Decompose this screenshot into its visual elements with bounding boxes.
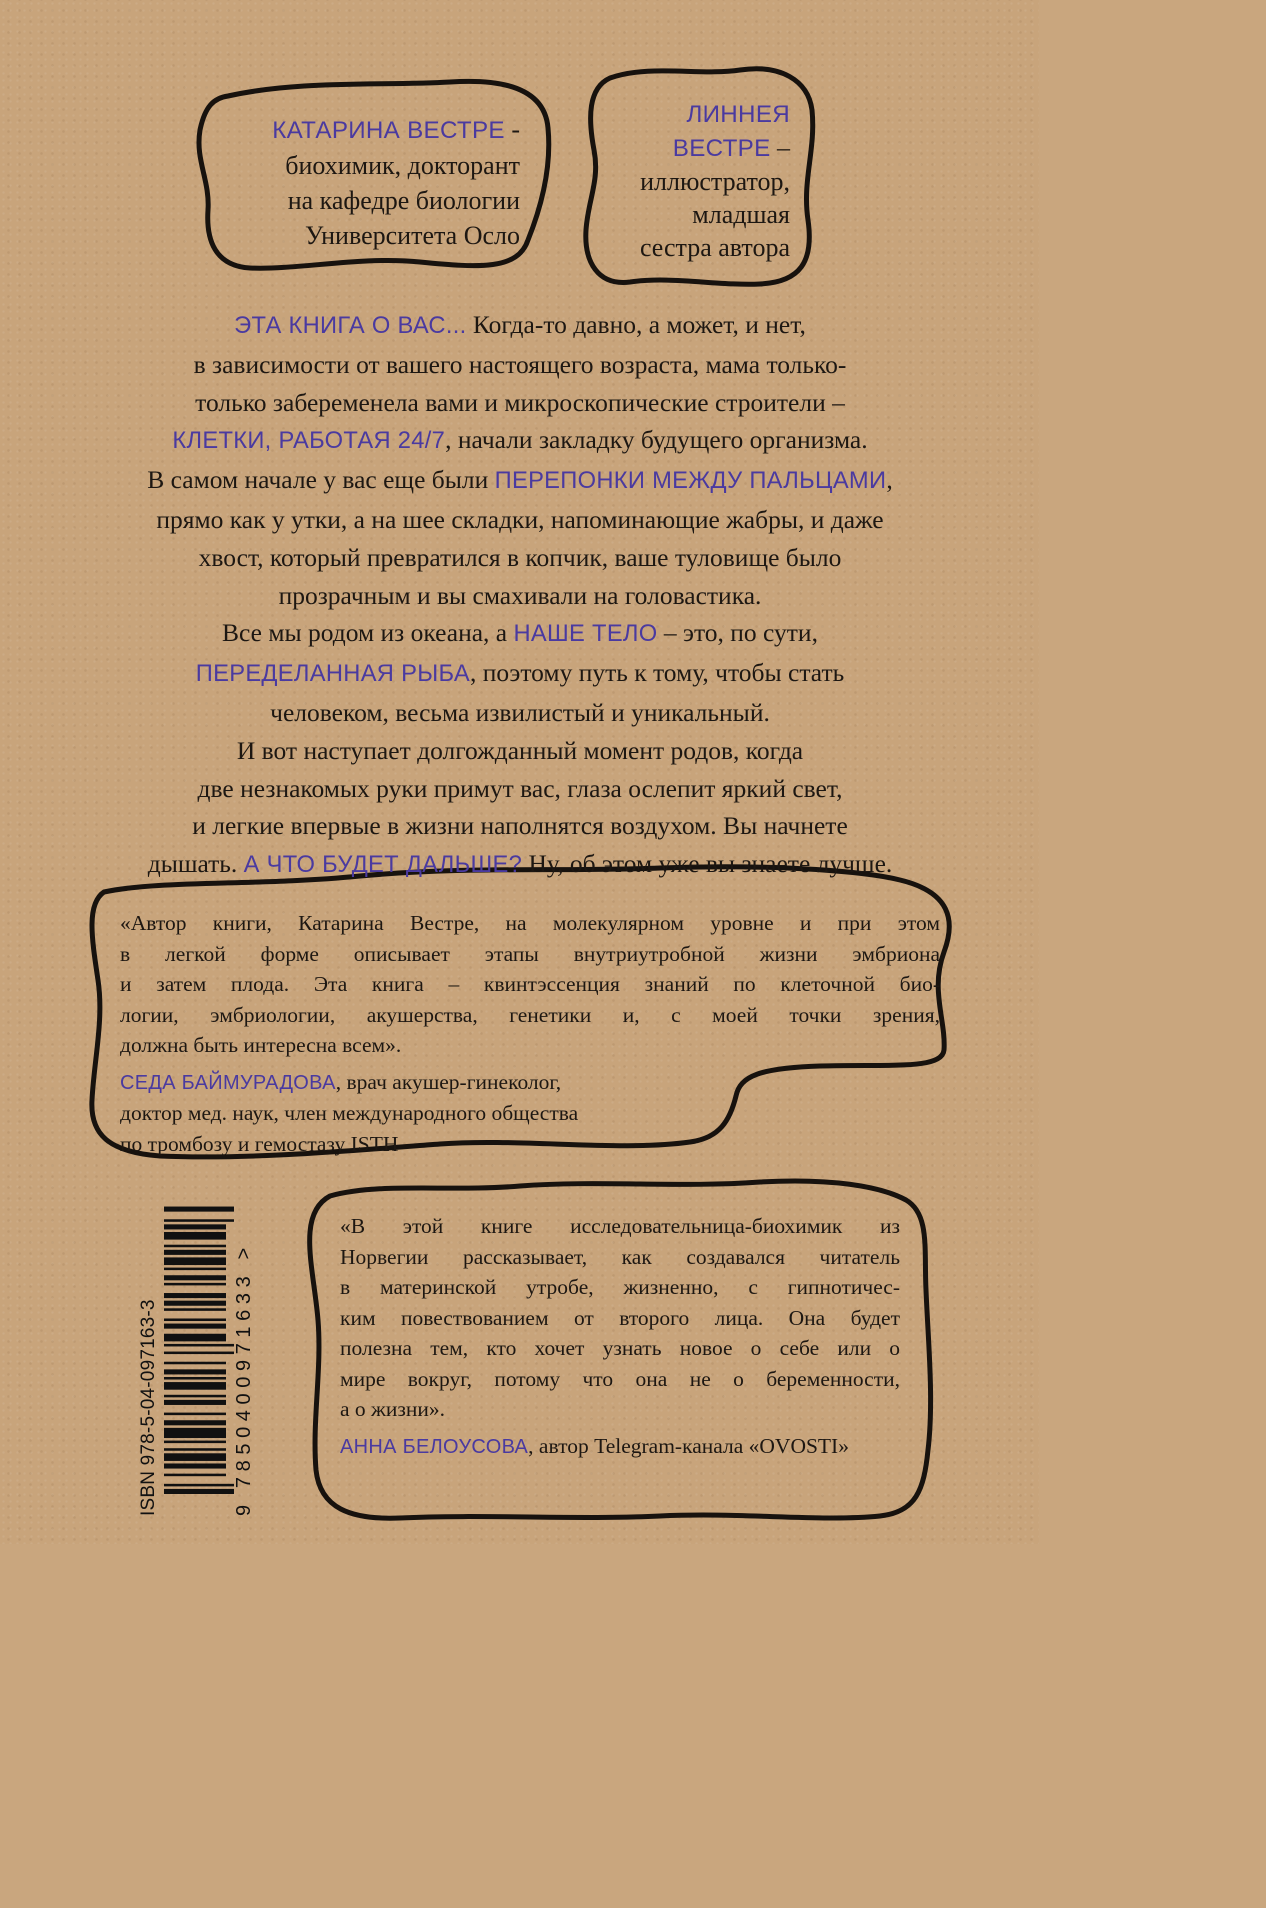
barcode-bar <box>164 1377 226 1380</box>
quote-line: ким повествованием от второго лица. Она будет <box>340 1305 900 1330</box>
barcode-bar <box>164 1441 226 1444</box>
description-line: человеком, весьма извилистый и уникальный. <box>270 697 770 727</box>
isbn-barcode-rotated <box>136 1202 256 1516</box>
reviewer-title: , врач акушер-гинеколог, <box>335 1069 562 1094</box>
author-linnea-name-1: ЛИННЕЯ <box>686 101 790 128</box>
quote-line: Норвегии рассказывает, как создавался читатель <box>340 1244 900 1269</box>
description-text: Все мы родом из океана, а <box>222 618 514 648</box>
barcode-bar <box>164 1232 226 1240</box>
barcode-digit-first: 9 <box>233 1499 255 1516</box>
barcode-bar <box>164 1308 226 1311</box>
barcode-bar <box>164 1448 226 1451</box>
barcode-bar <box>164 1484 234 1487</box>
barcode-digits <box>232 1202 256 1516</box>
author-linnea-name-2: ВЕСТРЕ <box>672 135 771 162</box>
barcode-bar <box>164 1301 226 1306</box>
barcode-bar <box>164 1250 226 1255</box>
barcode-bar <box>164 1453 226 1461</box>
quote-line: и затем плода. Эта книга – квинтэссенция знаний по клеточной био- <box>120 972 940 996</box>
barcode-bar <box>164 1268 226 1271</box>
author-linnea-bio <box>600 98 790 264</box>
barcode-bar <box>164 1382 226 1390</box>
description-line <box>90 421 950 461</box>
description-line: хвост, который превратился в копчик, ваше туловище было <box>198 542 842 572</box>
description-text: Когда-то давно, а может, и нет, <box>466 310 806 339</box>
description-line <box>90 845 950 885</box>
barcode-bar <box>164 1344 234 1347</box>
barcode-bar <box>164 1413 226 1416</box>
barcode-bar <box>164 1283 226 1286</box>
description-line: прозрачным и вы смахивали на головастика. <box>278 580 762 610</box>
author-katarina-bio <box>220 112 520 253</box>
description-highlight: КЛЕТКИ, РАБОТАЯ 24/7 <box>172 428 446 455</box>
barcode-bar <box>164 1224 226 1229</box>
reviewer-title-line: по тромбозу и гемостазу ISTH <box>120 1131 399 1156</box>
barcode-bar <box>164 1463 226 1468</box>
barcode-bar <box>164 1207 234 1212</box>
barcode-bar <box>164 1362 226 1365</box>
description-highlight: ПЕРЕДЕЛАННАЯ РЫБА <box>195 661 470 688</box>
barcode-bars <box>164 1204 234 1494</box>
description-line <box>90 461 950 501</box>
description-text: Ну, об этом уже вы знаете лучше. <box>522 849 893 879</box>
description-line <box>90 614 950 654</box>
quote-attribution <box>120 1067 940 1099</box>
description-highlight: А ЧТО БУДЕТ ДАЛЬШЕ? <box>243 852 523 879</box>
barcode-bar <box>164 1275 226 1280</box>
description-line: и легкие впервые в жизни наполнятся воздухом. Вы начнете <box>192 811 848 841</box>
description-line: прямо как у утки, а на шее складки, напоминающие жабры, и даже <box>156 504 884 534</box>
barcode-bar <box>164 1420 226 1425</box>
barcode-bar <box>164 1219 234 1222</box>
reviewer-title-line: доктор мед. наук, член международного общества <box>120 1101 579 1125</box>
description-text: дышать. <box>147 849 244 879</box>
description-text: , начали закладку будущего организма. <box>445 425 868 455</box>
author-linnea-line-1: иллюстратор, <box>640 167 790 196</box>
description-text: , <box>886 465 893 495</box>
reviewer-name: АННА БЕЛОУСОВА <box>340 1435 529 1458</box>
description-highlight: ПЕРЕПОНКИ МЕЖДУ ПАЛЬЦАМИ <box>494 468 887 495</box>
description-line <box>90 654 950 694</box>
quote-line: должна быть интересна всем». <box>120 1033 402 1057</box>
description-line: только забеременела вами и микроскопические строители – <box>195 387 845 417</box>
description-highlight: НАШЕ ТЕЛО <box>513 621 658 648</box>
quote-line: «Автор книги, Катарина Вестре, на молекулярном уровне и при этом <box>120 911 940 935</box>
reviewer-name: СЕДА БАЙМУРАДОВА <box>120 1071 336 1094</box>
review-quote-belousova <box>340 1211 900 1462</box>
quote-line: мире вокруг, потому что она не о беременности, <box>340 1366 900 1391</box>
barcode-bar <box>164 1245 226 1248</box>
isbn-barcode <box>136 1202 256 1516</box>
author-katarina-line-3: Университета Осло <box>305 221 520 250</box>
description-line: в зависимости от вашего настоящего возраста, мама только- <box>193 349 847 379</box>
barcode-chevron: > <box>233 1242 255 1260</box>
description-highlight: ЭТА КНИГА О ВАС... <box>234 313 467 339</box>
review-quote-baimuradova <box>120 908 940 1159</box>
barcode-bar <box>164 1318 226 1321</box>
barcode-bar <box>164 1293 226 1298</box>
author-katarina-line-1: биохимик, докторант <box>285 151 520 180</box>
barcode-digit-check: 3 <box>233 1270 255 1288</box>
reviewer-title: , автор Telegram-канала «OVOSTI» <box>528 1433 849 1458</box>
barcode-bar <box>164 1428 226 1438</box>
description-text: , поэтому путь к тому, чтобы стать <box>469 658 845 688</box>
description-text: В самом начале у вас еще были <box>147 465 495 495</box>
book-description <box>90 306 950 885</box>
author-linnea-dash: – <box>770 133 790 162</box>
quote-line: полезна тем, кто хочет узнать новое о себе или о <box>340 1336 900 1360</box>
barcode-bar <box>164 1395 226 1398</box>
author-katarina-name-line <box>220 112 520 148</box>
barcode-bar <box>164 1369 226 1374</box>
quote-line: в легкой форме описывает этапы внутриутробной жизни эмбриона <box>120 941 940 966</box>
barcode-bar <box>164 1400 226 1405</box>
barcode-bar <box>164 1334 226 1342</box>
barcode-bar <box>164 1352 234 1355</box>
quote-line: а о жизни». <box>340 1397 446 1421</box>
author-linnea-line-2: младшая <box>692 200 790 229</box>
author-linnea-name-line <box>600 131 790 165</box>
isbn-number: ISBN 978-5-04-097163-3 <box>138 1299 159 1516</box>
barcode-bar <box>164 1489 234 1494</box>
quote-line: «В этой книге исследовательница-биохимик из <box>340 1214 900 1238</box>
author-linnea-line-3: сестра автора <box>639 233 790 262</box>
barcode-bar <box>164 1474 226 1477</box>
description-line: И вот наступает долгожданный момент родов, когда <box>236 735 804 765</box>
quote-line: логии, эмбриологии, акушерства, генетики и, с моей точки зрения, <box>120 1002 940 1027</box>
author-katarina-name: КАТАРИНА ВЕСТРЕ <box>272 117 505 144</box>
barcode-digits-main: 785040097163 <box>233 1287 255 1489</box>
author-katarina-dash: - <box>504 115 520 144</box>
quote-line: в материнской утробе, жизненно, с гипнотичес- <box>340 1275 900 1299</box>
barcode-bar <box>164 1257 226 1265</box>
description-line: две незнакомых руки примут вас, глаза ослепит яркий свет, <box>197 773 843 803</box>
author-katarina-line-2: на кафедре биологии <box>287 186 520 215</box>
barcode-bar <box>164 1324 226 1329</box>
description-text: – это, по сути, <box>657 618 818 648</box>
quote-attribution <box>340 1431 900 1463</box>
description-line <box>90 306 950 346</box>
